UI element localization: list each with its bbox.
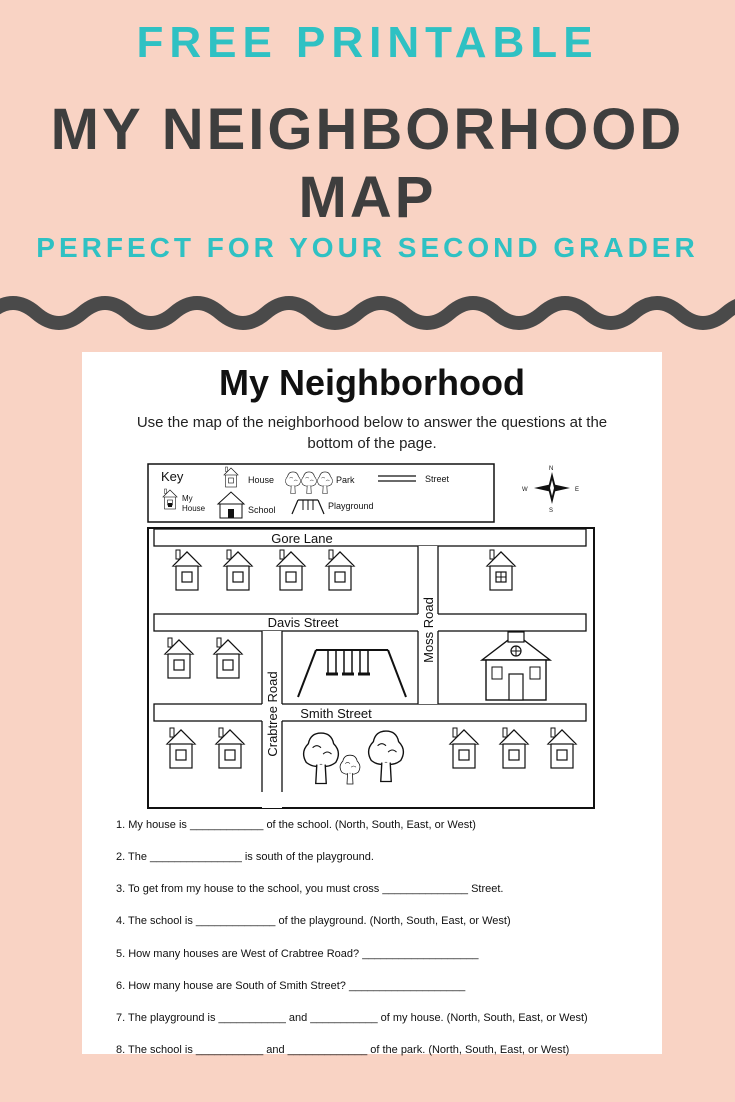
compass-w: W — [522, 487, 528, 493]
key-playground-label: Playground — [328, 501, 374, 511]
moss-road-label: Moss Road — [421, 597, 436, 663]
compass-rose-icon — [534, 472, 570, 504]
davis-street-label: Davis Street — [267, 615, 339, 630]
key-my-house-label-2: House — [182, 504, 206, 513]
question-8: 8. The school is ___________ and _____________ of the park. (North, South, East, or West) — [116, 1044, 570, 1056]
house-icon — [326, 550, 354, 590]
map-key — [148, 464, 494, 522]
key-street-label: Street — [425, 474, 450, 484]
house-icon — [173, 550, 201, 590]
key-school-label: School — [248, 505, 276, 515]
main-title-line2: MAP — [298, 165, 437, 230]
wave-divider — [0, 288, 735, 338]
house-icon — [165, 638, 193, 678]
question-6: 6. How many house are South of Smith Street? ___________________ — [116, 980, 466, 992]
crabtree-road-label: Crabtree Road — [265, 671, 280, 757]
house-icon — [500, 728, 528, 768]
key-park-label: Park — [336, 475, 355, 485]
worksheet — [82, 352, 662, 1054]
house-icon — [548, 728, 576, 768]
key-heading: Key — [161, 469, 184, 484]
main-title — [0, 96, 735, 232]
main-title-line1: MY NEIGHBORHOOD — [50, 97, 685, 162]
question-5: 5. How many houses are West of Crabtree Road? ___________________ — [116, 948, 479, 960]
house-icon — [224, 550, 252, 590]
compass-e: E — [575, 487, 580, 493]
park-icon — [304, 731, 404, 784]
gore-lane-label: Gore Lane — [271, 531, 333, 546]
question-1: 1. My house is ____________ of the school. (North, South, East, or West) — [116, 819, 476, 831]
question-7: 7. The playground is ___________ and ___________ of my house. (North, South, East, or West) — [116, 1012, 588, 1024]
worksheet-title: My Neighborhood — [219, 362, 525, 403]
compass-n: N — [549, 466, 554, 472]
house-icon — [167, 728, 195, 768]
house-icon — [216, 728, 244, 768]
school-icon — [482, 632, 550, 700]
worksheet-instructions: Use the map of the neighborhood below to answer the questions at the bottom of the page. — [136, 414, 608, 452]
key-my-house-label-1: My — [182, 494, 193, 503]
free-printable-heading: FREE PRINTABLE — [136, 18, 599, 67]
smith-street-label: Smith Street — [300, 706, 372, 721]
question-2: 2. The _______________ is south of the playground. — [116, 851, 374, 863]
key-house-label: House — [248, 475, 275, 485]
house-icon — [214, 638, 242, 678]
subtitle: PERFECT FOR YOUR SECOND GRADER — [36, 232, 699, 263]
davis-street — [154, 614, 586, 631]
house-icon — [450, 728, 478, 768]
question-3: 3. To get from my house to the school, you must cross ______________ Street. — [116, 883, 504, 895]
key-park-icon — [286, 472, 333, 494]
playground-icon — [298, 650, 406, 697]
house-icon — [277, 550, 305, 590]
question-4: 4. The school is _____________ of the playground. (North, South, East, or West) — [116, 915, 511, 927]
my-house-icon — [487, 550, 515, 590]
compass-s: S — [549, 508, 554, 514]
gore-lane-street — [154, 529, 586, 546]
